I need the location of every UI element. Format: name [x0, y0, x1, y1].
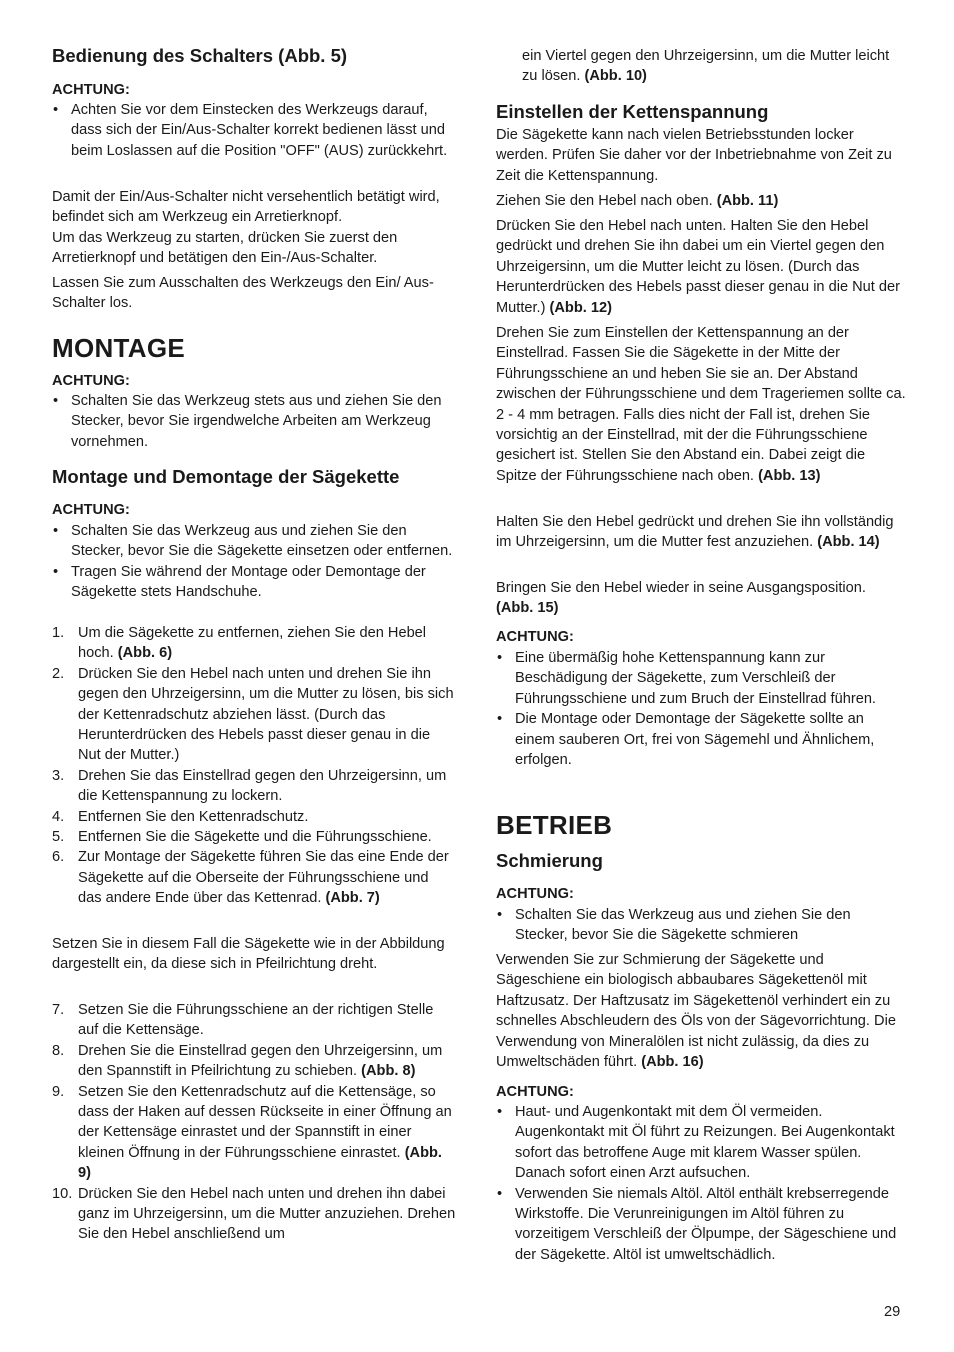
caution-list	[496, 648, 906, 770]
heading-chain-tension: Einstellen der Kettenspannung	[496, 101, 769, 122]
step-item: 6. Zur Montage der Sägekette führen Sie das eine Ende der Sägekette auf die Oberseite der Führungsschiene und das andere Ende über das Kettenrad. (Abb. 7)	[52, 849, 449, 907]
heading-betrieb: BETRIEB	[496, 810, 613, 840]
caution-list	[496, 905, 906, 946]
steps-list	[52, 623, 456, 909]
heading-switch-operation: Bedienung des Schalters (Abb. 5)	[52, 45, 348, 66]
step-item: 5. Entfernen Sie die Sägekette und die Führungsschiene.	[52, 829, 432, 846]
page-number: 29	[884, 1304, 901, 1320]
steps-list	[52, 1000, 456, 1245]
step-item: 9. Setzen Sie den Kettenradschutz auf die Kettensäge, so dass der Haken auf dessen Rückseite in einer Öffnung an der Kettensäge einrastet und der Spannstift in einer kleinen Öffnung in der Führungsschiene einrastet. (Abb. 9)	[52, 1083, 452, 1182]
step-item: 4. Entfernen Sie den Kettenradschutz.	[52, 808, 309, 825]
caution-label: ACHTUNG:	[52, 502, 130, 518]
paragraph: Lassen Sie zum Ausschalten des Werkzeugs den Ein/ Aus-Schalter los.	[52, 275, 434, 312]
paragraph: Halten Sie den Hebel gedrückt und drehen Sie ihn vollständig im Uhrzeigersinn, um die Mutter fest anzuziehen. (Abb. 14)	[496, 514, 894, 551]
step-item: 7. Setzen Sie die Führungsschiene an der richtigen Stelle auf die Kettensäge.	[52, 1002, 434, 1039]
caution-label: ACHTUNG:	[52, 373, 130, 389]
caution-item: • Haut- und Augenkontakt mit dem Öl vermeiden. Augenkontakt mit Öl führt zu Reizungen. Bei Augenkontakt sofort das betroffene Auge mit klarem Wasser spülen. Danach sofort einen Arzt aufsuchen.	[496, 1102, 906, 1184]
paragraph: Drücken Sie den Hebel nach unten. Halten Sie den Hebel gedrückt und drehen Sie ihn dabei um ein Viertel gegen den Uhrzeigersinn, um die Mutter leicht zu lösen. (Durch das Herunterdrücken des Hebels passt dieser genau in die Nut der Mutter.) (Abb. 12)	[496, 218, 900, 316]
heading-lubrication: Schmierung	[496, 850, 603, 871]
step-item: 2. Drücken Sie den Hebel nach unten und drehen Sie ihn gegen den Uhrzeigersinn, um die Mutter zu lösen, bis sich der Kettenradschutz abziehen lässt. (Durch das Herunterdrücken des Hebels passt dieser genau in die Nut der Mutter.)	[52, 665, 454, 764]
paragraph-line: Damit der Ein/Aus-Schalter nicht versehentlich betätigt wird, befindet sich am Werkzeug ein Arretierknopf.	[52, 189, 440, 226]
heading-montage: MONTAGE	[52, 333, 186, 363]
caution-label: ACHTUNG:	[52, 82, 130, 98]
caution-list	[52, 100, 456, 161]
caution-label: ACHTUNG:	[496, 629, 574, 645]
paragraph: Verwenden Sie zur Schmierung der Sägekette und Sägeschiene ein biologisch abbaubares Sägekettenöl mit Haftzusatz. Der Haftzusatz im Sägekettenöl verhindert ein zu schnelles Abschleudern des Öls von der Sägevorrichtung. Die Verwendung von Mineralölen ist nicht zulässig, da dies zu Umweltschäden führt. (Abb. 16)	[496, 952, 896, 1071]
caution-item: • Die Montage oder Demontage der Sägekette sollte an einem sauberen Ort, frei von Sägemehl und Ähnlichem, erfolgen.	[496, 709, 906, 770]
caution-item: • Tragen Sie während der Montage oder Demontage der Sägekette stets Handschuhe.	[52, 562, 456, 603]
heading-chain-mounting: Montage und Demontage der Sägekette	[52, 466, 400, 487]
caution-list	[52, 521, 456, 603]
paragraph: Setzen Sie in diesem Fall die Sägekette wie in der Abbildung dargestellt ein, da diese sich in Pfeilrichtung dreht.	[52, 936, 445, 973]
caution-item: • Schalten Sie das Werkzeug stets aus und ziehen Sie den Stecker, bevor Sie irgendwelche Arbeiten am Werkzeug vornehmen.	[52, 391, 456, 452]
caution-list	[496, 1102, 906, 1265]
paragraph: Die Sägekette kann nach vielen Betriebsstunden locker werden. Prüfen Sie daher vor der Inbetriebnahme von Zeit zu Zeit die Kettenspannung.	[496, 127, 892, 184]
step-item: 10. Drücken Sie den Hebel nach unten und drehen ihn dabei ganz im Uhrzeigersinn, um die Mutter anzuziehen. Drehen Sie den Hebel anschließend um	[52, 1185, 456, 1243]
caution-item: • Schalten Sie das Werkzeug aus und ziehen Sie den Stecker, bevor Sie die Sägekette einsetzen oder entfernen.	[52, 521, 456, 562]
paragraph: Drehen Sie zum Einstellen der Kettenspannung an der Einstellrad. Fassen Sie die Sägekette in der Mitte der Führungsschiene an und heben Sie sie an. Der Abstand zwischen der Führungsschiene und dem Trageriemen sollte ca. 2 - 4 mm betragen. Falls dies nicht der Fall ist, drehen Sie vorsichtig an der Einstellrad, mit der die Führungsschiene gesichert ist. Stellen Sie den Abstand ein. Dabei zeigt die Spitze der Führungsschiene nach oben. (Abb. 13)	[496, 325, 906, 484]
caution-item: • Eine übermäßig hohe Kettenspannung kann zur Beschädigung der Sägekette, zum Verschleiß der Führungsschiene und zum Bruch der Einstellrad führen.	[496, 648, 906, 709]
caution-label: ACHTUNG:	[496, 886, 574, 902]
paragraph	[52, 187, 456, 269]
caution-item: • Achten Sie vor dem Einstecken des Werkzeugs darauf, dass sich der Ein/Aus-Schalter korrekt bedienen lässt und beim Loslassen auf die Position "OFF" (AUS) zurückkehrt.	[52, 100, 456, 161]
paragraph: Ziehen Sie den Hebel nach oben. (Abb. 11)	[496, 193, 779, 209]
step-item: 8. Drehen Sie die Einstellrad gegen den Uhrzeigersinn, um den Spannstift in Pfeilrichtung zu schieben. (Abb. 8)	[52, 1042, 443, 1080]
caution-item: • Verwenden Sie niemals Altöl. Altöl enthält krebserregende Wirkstoffe. Die Verunreinigungen im Altöl führen zu vorzeitigem Verschleiß der Ölpumpe, der Sägeschiene und der Sägekette. Altöl ist umweltschädlich.	[496, 1184, 906, 1266]
paragraph-line: Um das Werkzeug zu starten, drücken Sie zuerst den Arretierknopf und betätigen den Ein-/Aus-Schalter.	[52, 229, 398, 267]
caution-label: ACHTUNG:	[496, 1084, 574, 1100]
paragraph: Bringen Sie den Hebel wieder in seine Ausgangsposition. (Abb. 15)	[496, 580, 866, 617]
step-continuation: ein Viertel gegen den Uhrzeigersinn, um die Mutter leicht zu lösen. (Abb. 10)	[522, 48, 890, 85]
step-item: 1. Um die Sägekette zu entfernen, ziehen Sie den Hebel hoch. (Abb. 6)	[52, 625, 427, 662]
caution-item: • Schalten Sie das Werkzeug aus und ziehen Sie den Stecker, bevor Sie die Sägekette schmieren	[496, 905, 906, 946]
step-item: 3. Drehen Sie das Einstellrad gegen den Uhrzeigersinn, um die Kettenspannung zu lockern.	[52, 767, 447, 805]
caution-list	[52, 391, 456, 452]
